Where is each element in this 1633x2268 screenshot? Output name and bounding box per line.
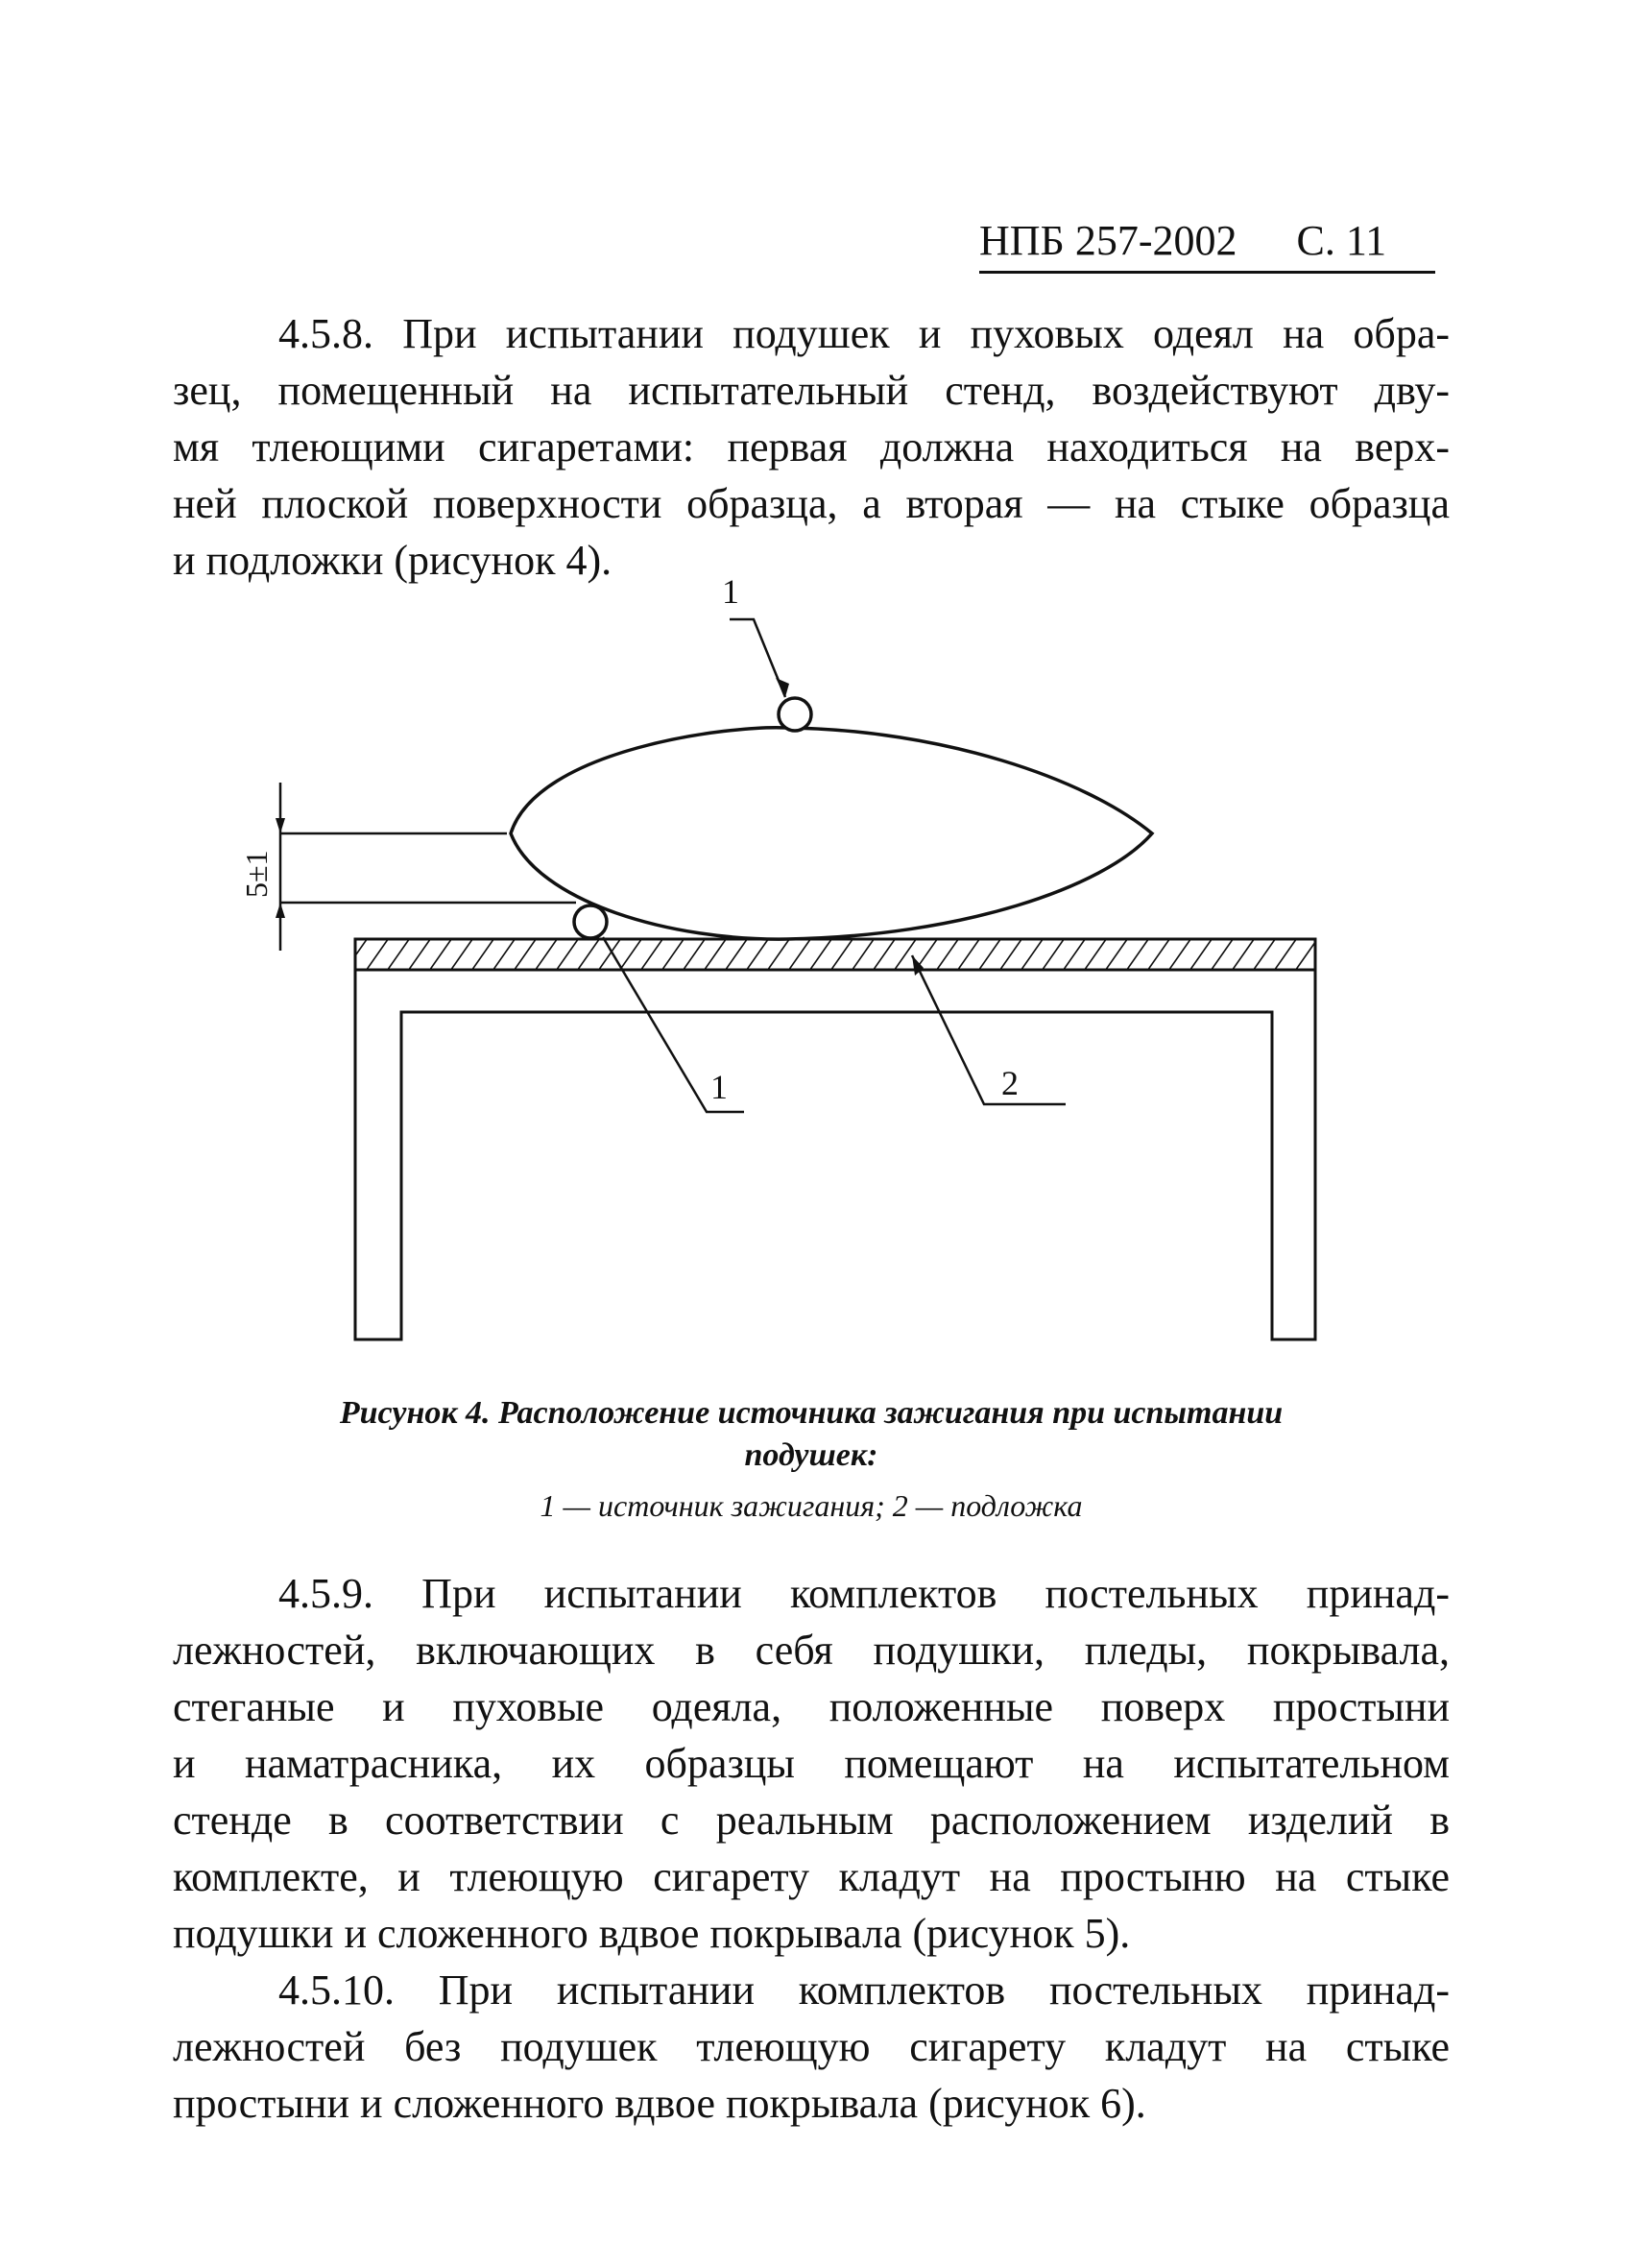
text-line: зец, помещенный на испытательный стенд, воздействуют дву- [173, 367, 1450, 414]
document-code: НПБ 257-2002 [979, 217, 1237, 264]
label-bottom-right: 2 [1001, 1064, 1019, 1102]
text-line: лежностей без подушек тлеющую сигарету кладут на стыке [173, 2023, 1450, 2070]
junction-cigarette [574, 905, 607, 938]
top-cigarette [779, 698, 811, 731]
text-line: стеганые и пуховые одеяла, положенные поверх простыни [173, 1683, 1450, 1730]
paragraph-4-5-9 [173, 1565, 1450, 1962]
text-line: 4.5.9. При испытании комплектов постельных принад- [278, 1570, 1450, 1617]
paragraph-4-5-10 [173, 1962, 1450, 2132]
text-line: ней плоской поверхности образца, а вторая — на стыке образца [173, 480, 1450, 527]
leader-bottom-right [912, 955, 1066, 1104]
figure-legend: 1 — источник зажигания; 2 — подложка [540, 1488, 1083, 1523]
text-line: 4.5.10. При испытании комплектов постельных принад- [278, 1966, 1450, 2014]
text-line: 4.5.8. При испытании подушек и пуховых одеял на обра- [278, 310, 1450, 357]
text-line: и подложки (рисунок 4). [173, 537, 612, 584]
text-line: подушки и сложенного вдвое покрывала (рисунок 5). [173, 1910, 1131, 1957]
text-line: простыни и сложенного вдвое покрывала (рисунок 6). [173, 2080, 1146, 2127]
test-stand [355, 970, 1315, 1339]
text-line: лежностей, включающих в себя подушки, пледы, покрывала, [173, 1627, 1450, 1674]
figure-4-diagram [230, 567, 1363, 1373]
leader-top [730, 619, 785, 697]
caption-line: подушек: [744, 1437, 878, 1473]
pillow-sample [511, 728, 1152, 939]
dimension-label: 5±1 [239, 850, 274, 898]
label-top: 1 [722, 572, 739, 611]
page-number: С. 11 [1296, 217, 1387, 264]
text-line: комплекте, и тлеющую сигарету кладут на простыню на стыке [173, 1853, 1450, 1900]
text-line: стенде в соответствии с реальным расположением изделий в [173, 1797, 1450, 1844]
text-line: и наматрасника, их образцы помещают на испытательном [173, 1740, 1450, 1787]
label-bottom-left: 1 [710, 1068, 728, 1106]
paragraph-4-5-8 [173, 305, 1450, 589]
caption-line: Рисунок 4. Расположение источника зажигания при испытании [339, 1395, 1284, 1431]
substrate-layer [355, 939, 1315, 970]
figure-caption [173, 1392, 1450, 1477]
page-header [979, 213, 1435, 274]
text-line: мя тлеющими сигаретами: первая должна находиться на верх- [173, 423, 1450, 470]
